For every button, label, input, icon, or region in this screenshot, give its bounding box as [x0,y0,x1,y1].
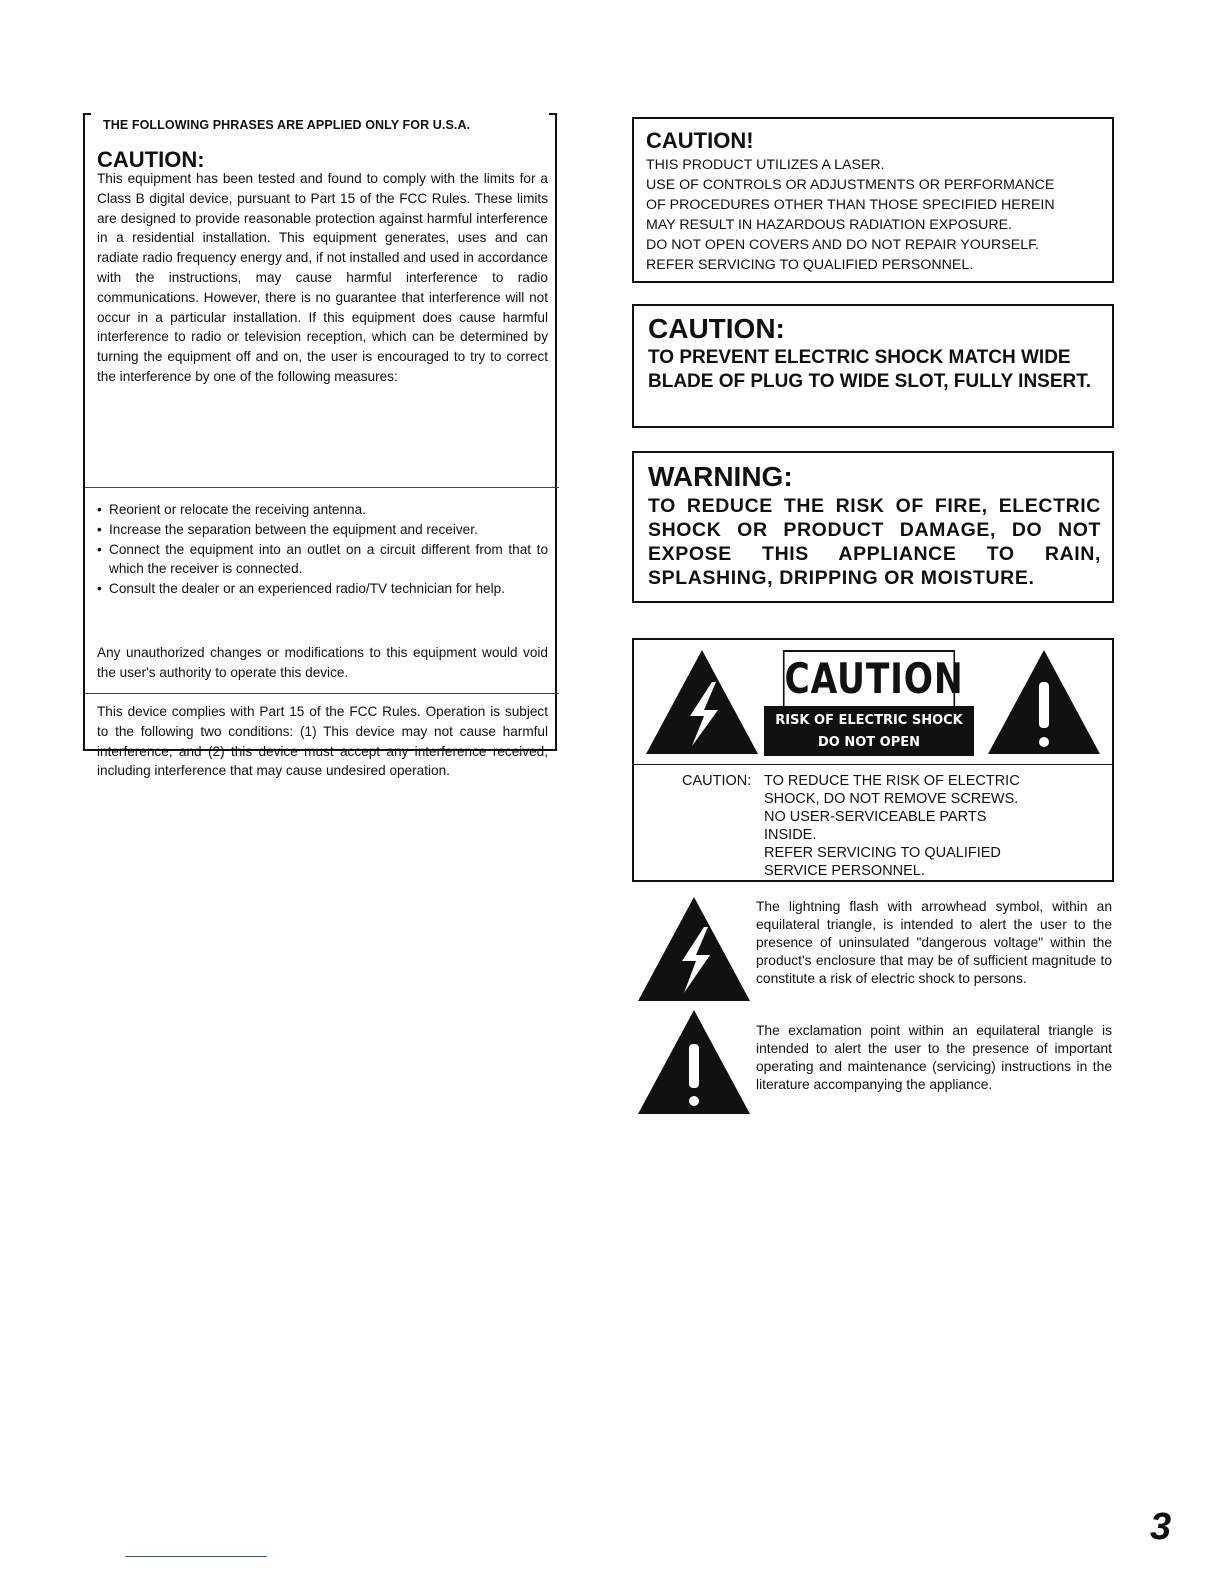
shock-label-graphic [634,640,1112,765]
caution-label-word: CAUTION [783,650,955,708]
list-item: • Connect the equipment into an outlet on a circuit different from that to which the receiver is connected. [97,540,548,580]
caution-label [764,650,974,758]
bracket-corner-left [83,113,91,115]
lightning-warning-icon [644,648,760,756]
laser-line: USE OF CONTROLS OR ADJUSTMENTS OR PERFORMANCE [646,177,1055,193]
list-item: • Consult the dealer or an experienced radio/TV technician for help. [97,579,548,599]
shock-caption-line: REFER SERVICING TO QUALIFIED [764,845,1001,861]
caution-label-line: RISK OF ELECTRIC SHOCK [775,713,963,728]
exclamation-warning-icon [986,648,1102,756]
shock-caution-label [632,638,1114,882]
caution-label-line: DO NOT OPEN [817,735,921,750]
fcc-measures-list [97,500,548,599]
laser-line: OF PROCEDURES OTHER THAN THOSE SPECIFIED HEREIN [646,197,1055,213]
bracket-corner-right [549,113,557,115]
laser-line: THIS PRODUCT UTILIZES A LASER. [646,157,885,173]
shock-caption-line: NO USER-SERVICEABLE PARTS [764,809,987,825]
list-item: • Increase the separation between the equipment and receiver. [97,520,548,540]
laser-caution-box [632,117,1114,283]
plug-caution-text: TO PREVENT ELECTRIC SHOCK MATCH WIDE BLADE OF PLUG TO WIDE SLOT, FULLY INSERT. [648,347,1092,392]
shock-caption-line: INSIDE. [764,827,817,843]
lightning-symbol-explanation: The lightning flash with arrowhead symbol, within an equilateral triangle, is intended to alert the user to the presence of uninsulated "dangerous voltage" within the product's enclosure that may be of sufficient magnitude to constitute a risk of electric shock to persons. [756,899,1112,986]
fcc-paragraph-compliance: This equipment has been tested and found to comply with the limits for a Class B digital device, pursuant to Part 15 of the FCC Rules. These limits are designed to provide reasonable protection against harmful interference in a residential installation. This equipment generates, uses and can radiate radio frequency energy and, if not installed and used in accordance with the instructions, may cause harmful interference to radio communications. However, there is no guarantee that interference will not occur in a particular installation. If this equipment does cause harmful interference to radio or television reception, which can be determined by turning the equipment off and on, the user is encouraged to try to correct the interference by one of the following measures: [97,171,548,384]
shock-caption-line: TO REDUCE THE RISK OF ELECTRIC [764,773,1020,789]
warning-text: TO REDUCE THE RISK OF FIRE, ELECTRIC SHOCK OR PRODUCT DAMAGE, DO NOT EXPOSE THIS APPLIANCE TO RAIN, SPLASHING, DRIPPING OR MOISTURE. [648,495,1101,589]
page-number: 3 [1150,1506,1172,1548]
shock-caption [682,772,1020,880]
fcc-paragraph-part15: This device complies with Part 15 of the FCC Rules. Operation is subject to the following two conditions: (1) This device may not cause harmful interference, and (2) this device must accept any interference received, including interference that may cause undesired operation. [97,704,548,779]
warning-box [632,451,1114,603]
plug-caution-box [632,304,1114,428]
caution-label-subtext [764,706,974,756]
fcc-caution-title: CAUTION: [97,147,205,172]
divider [85,487,559,488]
divider [85,693,559,694]
laser-caution-lines [646,155,1055,275]
warning-title: WARNING: [648,461,793,492]
fcc-body [97,169,548,779]
shock-caption-line: SERVICE PERSONNEL. [764,863,925,879]
shock-caption-lead: CAUTION: [682,773,752,789]
fcc-notice-block [83,113,557,779]
lightning-warning-icon [636,897,752,1001]
footer-rule [125,1556,267,1557]
list-item: • Reorient or relocate the receiving antenna. [97,500,548,520]
laser-line: MAY RESULT IN HAZARDOUS RADIATION EXPOSURE. [646,217,1013,233]
shock-caption-line: SHOCK, DO NOT REMOVE SCREWS. [764,791,1019,807]
laser-line: DO NOT OPEN COVERS AND DO NOT REPAIR YOURSELF. [646,237,1040,253]
fcc-paragraph-modifications: Any unauthorized changes or modifications to this equipment would void the user's authority to operate this device. [97,645,548,680]
exclamation-symbol-explanation: The exclamation point within an equilateral triangle is intended to alert the user to the presence of important operating and maintenance (servicing) instructions in the literature accompanying the appliance. [756,1023,1112,1092]
laser-line: REFER SERVICING TO QUALIFIED PERSONNEL. [646,257,974,273]
plug-caution-title: CAUTION: [648,313,785,344]
exclamation-warning-icon [636,1010,752,1114]
fcc-heading: THE FOLLOWING PHRASES ARE APPLIED ONLY FOR U.S.A. [99,118,474,132]
laser-caution-title: CAUTION! [646,128,754,153]
